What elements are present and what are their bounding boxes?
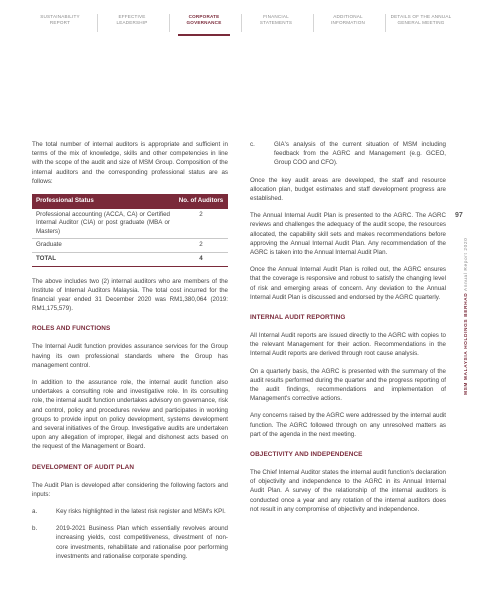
status-cell: Professional accounting (ACCA, CA) or Certified Internal Auditor (CIA) or post graduate (MBA or Masters)	[32, 209, 174, 239]
audit-plan-factors	[32, 507, 228, 561]
right-column	[250, 140, 446, 522]
nav-label: EFFECTIVE	[118, 14, 146, 19]
reporting-paragraph-3: Any concerns raised by the AGRC were addressed by the internal audit function. The AGRC followed through on any unresolved matters as part of the agenda in the next meeting.	[250, 412, 446, 438]
nav-label: DETAILS OF THE ANNUAL	[390, 14, 452, 19]
nav-label: CORPORATE	[188, 14, 220, 19]
auditor-cost-paragraph: The above includes two (2) internal auditors who are members of the Institute of Internal Auditors Malaysia. The total cost incurred for the financial year ended 31 December 2020 was RM1,380,064 (2019: RM1,175,579).	[32, 277, 228, 313]
audit-plan-heading: DEVELOPMENT OF AUDIT PLAN	[32, 463, 135, 471]
table-header-count: No. of Auditors	[174, 194, 228, 209]
intro-paragraph: The total number of internal auditors is appropriate and sufficient in terms of the mix of knowledge, skills and other competencies in line with the scope of the audit and size of MSM Group. Composition of the internal auditors and the corresponding professional status are as follows:	[32, 141, 228, 185]
nav-financial-statements[interactable]	[244, 14, 308, 26]
nav-label: GENERAL MEETING	[397, 20, 445, 25]
table-header-status: Professional Status	[32, 194, 174, 209]
nav-corporate-governance[interactable]	[172, 14, 236, 26]
list-item	[32, 524, 228, 561]
nav-divider	[313, 14, 314, 32]
nav-label: LEADERSHIP	[116, 20, 148, 25]
total-label: TOTAL	[32, 252, 174, 266]
table-total-row	[32, 252, 228, 266]
list-item	[250, 140, 446, 168]
total-value: 4	[174, 252, 228, 266]
objectivity-heading: OBJECTIVITY AND INDEPENDENCE	[250, 451, 363, 459]
active-tab-indicator	[178, 34, 230, 36]
roles-paragraph-2: In addition to the assurance role, the internal audit function also undertakes a consulting role and investigative role. In its consulting role, the internal audit function undertakes advisory on governance, risk and control, policy and procedures review and participates in working groups to provide input on policy development, systems development and several initiatives of the Group. Investigative audits are undertaken upon any allegation of improper, illegal and dishonest acts based on the request of the Management or Board.	[32, 379, 228, 451]
reporting-heading: INTERNAL AUDIT REPORTING	[250, 314, 346, 322]
reporting-paragraph-1: All Internal Audit reports are issued directly to the AGRC with copies to the relevant Management for their action. Recommendations in the Internal Audit reports are derived through root cause analysis.	[250, 332, 446, 358]
table-row	[32, 239, 228, 253]
nav-label: STATEMENTS	[259, 20, 293, 25]
nav-label: SUSTAINABILITY	[40, 14, 80, 19]
top-navigation	[28, 14, 452, 38]
audit-plan-factors-continued	[250, 140, 446, 168]
nav-effective-leadership[interactable]	[100, 14, 164, 26]
list-item	[32, 507, 228, 516]
list-text: GIA's analysis of the current situation of MSM including feedback from the AGRC and Management (e.g. GCEO, Group COO and CFO).	[274, 141, 446, 167]
nav-label: GOVERNANCE	[186, 20, 222, 25]
report-side-label	[464, 238, 469, 395]
roles-paragraph-1: The Internal Audit function provides assurance services for the Group having its own professional standards where the Group has management control.	[32, 343, 228, 369]
list-marker: a.	[32, 508, 38, 516]
roles-heading: ROLES AND FUNCTIONS	[32, 325, 111, 333]
nav-divider	[241, 14, 242, 32]
table-row	[32, 209, 228, 239]
nav-label: REPORT	[49, 20, 71, 25]
list-text: Key risks highlighted in the latest risk register and MSM's KPI.	[56, 508, 226, 516]
report-title: Annual Report 2020	[464, 237, 469, 292]
nav-label: INFORMATION	[330, 20, 365, 25]
plan-paragraph-3: Once the Annual Internal Audit Plan is rolled out, the AGRC ensures that the coverage is responsive and robust to satisfy the changing level of risk and emerging areas of concern. Any deviation to the Annual Internal Audit Plan is discussed and endorsed by the AGRC quarterly.	[250, 266, 446, 301]
objectivity-paragraph: The Chief Internal Auditor states the internal audit function's declaration of objectivity and independence to the AGRC in its Annual Internal Audit Plan. A survey of the relationship of the internal auditors is conducted once a year and any rotation of the internal auditors does not result in any compromise of objectivity and independence.	[250, 469, 446, 513]
nav-sustainability-report[interactable]	[28, 14, 92, 26]
nav-label: ADDITIONAL	[333, 14, 363, 19]
audit-plan-intro: The Audit Plan is developed after considering the following factors and inputs:	[32, 481, 228, 498]
nav-agm-details[interactable]	[386, 14, 456, 26]
list-marker: b.	[32, 525, 38, 533]
professional-status-table	[32, 194, 228, 267]
page-number: 97	[455, 212, 463, 219]
nav-divider	[169, 14, 170, 32]
left-column	[32, 140, 228, 569]
count-cell: 2	[174, 209, 228, 239]
nav-divider	[97, 14, 98, 32]
company-name: MSM MALAYSIA HOLDINGS BERHAD	[464, 292, 469, 395]
plan-paragraph-1: Once the key audit areas are developed, the staff and resource allocation plan, budget estimates and staff development progress are established.	[250, 176, 446, 203]
reporting-paragraph-2: On a quarterly basis, the AGRC is presented with the summary of the audit results performed during the quarter and the progress reporting of the audit findings, recommendations and implementation of Management's corrective actions.	[250, 367, 446, 403]
list-marker: c.	[250, 141, 255, 148]
nav-label: FINANCIAL	[263, 14, 289, 19]
count-cell: 2	[174, 239, 228, 253]
status-cell: Graduate	[32, 239, 174, 253]
nav-additional-information[interactable]	[316, 14, 380, 26]
list-text: 2019-2021 Business Plan which essentially revolves around increasing yields, cost competitiveness, divestment of non-core investments, rehabilitate and rationalise poor performing investments and rationalise corporate spending.	[56, 525, 228, 560]
plan-paragraph-2: The Annual Internal Audit Plan is presented to the AGRC. The AGRC reviews and challenges the adequacy of the audit scope, the resources allocated, the capability skill sets and makes recommendations before approving the Annual Internal Audit Plan. Any recommendation of the AGRC is taken into the Annual Internal Audit Plan.	[250, 212, 446, 257]
